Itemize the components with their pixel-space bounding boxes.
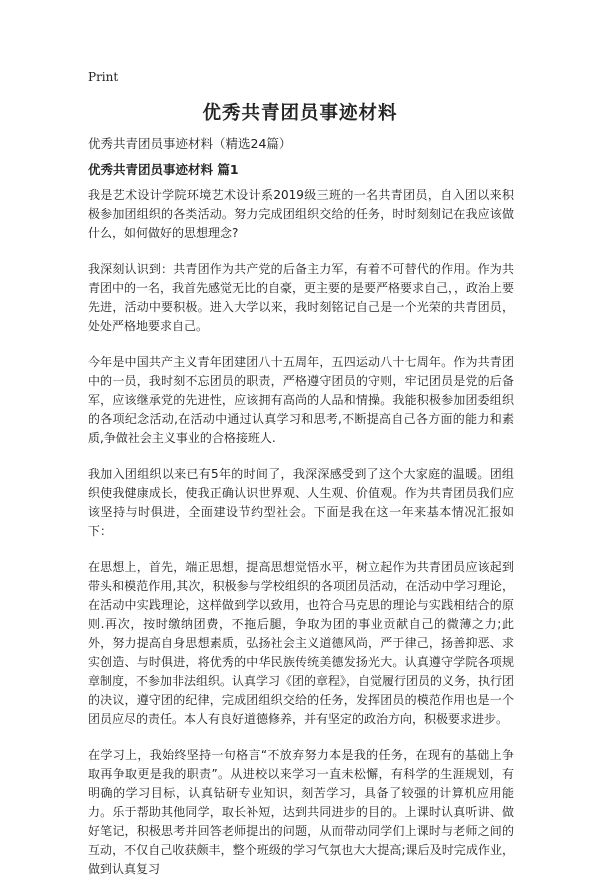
paragraph-6: 在学习上，我始终坚持一句格言“不放弃努力本是我的任务，在现有的基础上争取再争取更是我的职责”。从进校以来学习一直未松懈，有科学的生涯规划，有明确的学习目标，认真钻研专业知识，刻苦学习，具备了较强的计算机应用能力。乐于帮助其他同学，取长补短，达到共同进步的目的。上课时认真听讲、做好笔记，积极思考并回答老师提出的问题，从而带动同学们上课时与老师之间的互动，不仅自己收获颇丰，整个班级的学习气氛也大大提高;课后及时完成作业，做到认真复习	[88, 748, 514, 876]
paragraph-5: 在思想上，首先，端正思想，提高思想觉悟水平，树立起作为共青团员应该起到带头和模范作用,其次，积极参与学校组织的各项团员活动，在活动中学习理论，在活动中实践理论，这样做到学以致用，也符合马克思的理论与实践相结合的原则.再次，按时缴纳团费，不拖后腿，争取为团的事业贡献自己的微薄之力;此外，努力提高自身思想素质，弘扬社会主义道德风尚，严于律己，扬善抑恶、求实创造、与时俱进，将优秀的中华民族传统美德发扬光大。认真遵守学院各项规章制度，不参加非法组织。认真学习《团的章程》，自觉履行团员的义务，执行团的决议，遵守团的纪律，完成团组织交给的任务，发挥团员的模范作用也是一个团员应尽的责任。本人有良好道德修养，并有坚定的政治方向，积极要求进步。	[88, 560, 515, 726]
paragraph-4: 我加入团组织以来已有5年的时间了，我深深感受到了这个大家庭的温暖。团组织使我健康成长，使我正确认识世界观、人生观、价值观。作为共青团员我们应该坚持与时俱进，全面建设节约型社会。下面是我在这一年来基本情况汇报如下：	[88, 467, 514, 538]
document-title: 优秀共青团员事迹材料	[202, 103, 398, 124]
print-link[interactable]: Print	[88, 70, 119, 84]
document-subtitle: 优秀共青团员事迹材料（精选24篇）	[88, 136, 292, 151]
document-body	[88, 186, 514, 896]
paragraph-3: 今年是中国共产主义青年团建团八十五周年，五四运动八十七周年。作为共青团中的一员，我时刻不忘团员的职责，严格遵守团员的守则，牢记团员是党的后备军，应该继承党的先进性，应该拥有高尚的人品和情操。我能积极参加团委组织的各项纪念活动,在活动中通过认真学习和思考,不断提高自己各方面的能力和素质,争做社会主义事业的合格接班人.	[88, 355, 514, 445]
paragraph-1: 我是艺术设计学院环境艺术设计系2019级三班的一名共青团员，自入团以来积极参加团组织的各类活动。努力完成团组织交给的任务，时时刻刻记在我应该做什么，如何做好的思想理念?	[88, 188, 514, 240]
section-heading: 优秀共青团员事迹材料 篇1	[88, 162, 239, 177]
paragraph-2: 我深刻认识到：共青团作为共产党的后备主力军，有着不可替代的作用。作为共青团中的一名，我首先感觉无比的自豪，更主要的是要严格要求自己，，政治上要先进，活动中要积极。进入大学以来，我时刻铭记自己是一个光荣的共青团员，处处严格地要求自己。	[88, 262, 515, 333]
